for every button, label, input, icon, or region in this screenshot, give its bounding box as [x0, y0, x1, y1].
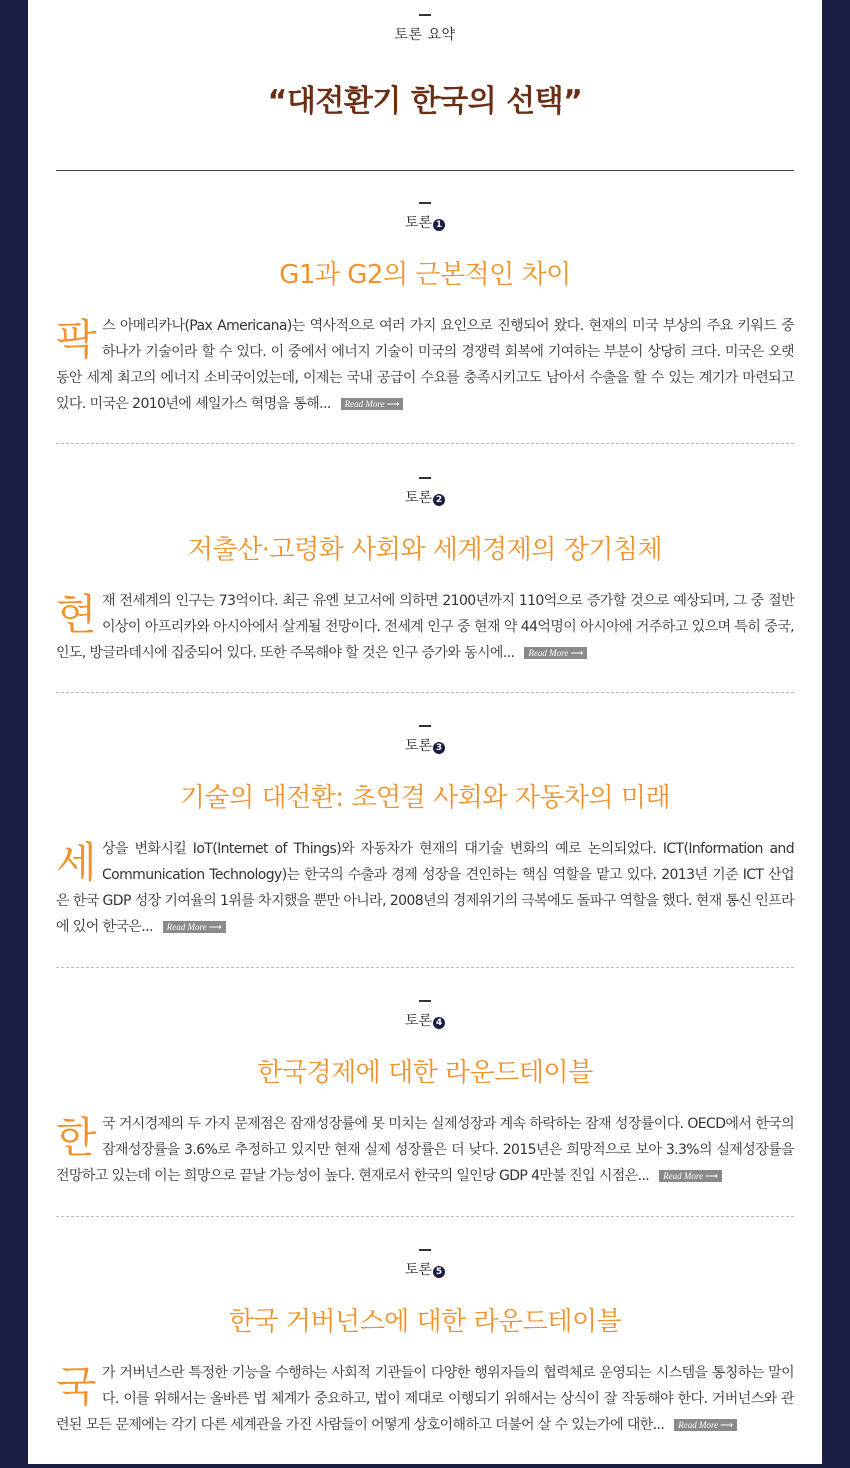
topic-summary — [56, 836, 794, 940]
read-more-button[interactable] — [163, 921, 226, 933]
drop-cap: 세 — [56, 838, 96, 887]
read-more-button[interactable] — [674, 1419, 737, 1431]
content-panel — [28, 0, 822, 1464]
topic-dash — [419, 202, 431, 204]
topic-divider — [56, 692, 794, 693]
topic-summary — [56, 313, 794, 417]
topic-1 — [56, 202, 794, 417]
topic-label — [56, 735, 794, 755]
topic-summary — [56, 588, 794, 666]
topic-title[interactable]: G1과 G2의 근본적인 차이 — [279, 260, 571, 290]
summary-text: 재 전세계의 인구는 73억이다. 최근 유엔 보고서에 의하면 2100년까지 110억으로 증가할 것으로 예상되며, 그 중 절반 이상이 아프리카와 아시아에서 살게될 전망이다. 전세계 인구 중 현재 약 44억명이 아시아에 거주하고 있으며 특히 중국, 인도, 방글라데시에 집중되어 있다. 또한 주목해야 할 것은 인구 증가와 동시에... — [56, 593, 794, 661]
topic-number-badge: 1 — [433, 219, 445, 231]
arrow-right-icon: ⟶ — [386, 399, 400, 409]
arrow-right-icon: ⟶ — [208, 922, 222, 932]
topic-title[interactable]: 저출산·고령화 사회와 세계경제의 장기침체 — [187, 535, 663, 565]
drop-cap: 팍 — [56, 315, 96, 364]
topic-divider — [56, 443, 794, 444]
topic-4 — [56, 1000, 794, 1189]
topic-label — [56, 212, 794, 232]
topic-summary — [56, 1111, 794, 1189]
topic-divider — [56, 1216, 794, 1217]
arrow-right-icon: ⟶ — [705, 1171, 718, 1181]
topic-label-text: 토론 — [404, 490, 433, 506]
topic-title[interactable]: 한국 거버넌스에 대한 라운드테이블 — [228, 1307, 622, 1337]
topic-number-badge: 2 — [433, 494, 445, 506]
read-more-label: Read More — [528, 648, 569, 658]
section-label: 토론 요약 — [394, 27, 456, 43]
topic-label-text: 토론 — [404, 215, 433, 231]
arrow-right-icon: ⟶ — [720, 1420, 734, 1430]
topic-2 — [56, 477, 794, 666]
header-dash — [419, 14, 431, 16]
arrow-right-icon: ⟶ — [570, 648, 584, 658]
topic-number-badge: 4 — [433, 1017, 445, 1029]
topic-label — [56, 1010, 794, 1030]
summary-text: 상을 변화시킬 IoT(Internet of Things)와 자동차가 현재의 대기술 변화의 예로 논의되었다. ICT(Information and Communication Technology)는 한국의 수출과 경제 성장을 견인하는 핵심 역할을 맡고 있다. 2013년 기준 ICT 산업은 한국 GDP 성장 기여율의 1위를 차지했을 뿐만 아니라, 2008년의 경제위기의 극복에도 돌파구 역할을 했다. 현재 통신 인프라에 있어 한국은... — [56, 841, 794, 935]
read-more-label: Read More — [166, 922, 207, 932]
topic-dash — [419, 1000, 431, 1002]
read-more-button[interactable] — [341, 398, 404, 410]
topic-5 — [56, 1249, 794, 1438]
summary-text: 국 거시경제의 두 가지 문제점은 잠재성장률에 못 미치는 실제성장과 계속 하락하는 잠재 성장률이다. OECD에서 한국의 잠재성장률을 3.6%로 추정하고 있지만 현재 실제 성장률은 더 낮다. 2015년은 희망적으로 보아 3.3%의 실제성장률을 전망하고 있는데 이는 희망으로 끝날 가능성이 높다. 현재로서 한국의 일인당 GDP 4만불 진입 시점은... — [56, 1116, 794, 1184]
topic-title[interactable]: 한국경제에 대한 라운드테이블 — [257, 1058, 593, 1088]
page-title: “대전환기 한국의 선택” — [267, 84, 583, 119]
summary-text: 스 아메리카나(Pax Americana)는 역사적으로 여러 가지 요인으로 진행되어 왔다. 현재의 미국 부상의 주요 키워드 중 하나가 기술이라 할 수 있다. 이 중에서 에너지 기술이 미국의 경쟁력 회복에 기여하는 부분이 상당히 크다. 미국은 오랫동안 세계 최고의 에너지 소비국이었는데, 이제는 국내 공급이 수요를 충족시키고도 남아서 수출을 할 수 있는 계기가 마련되고 있다. 미국은 2010년에 셰일가스 혁명을 통해... — [56, 318, 794, 412]
header-divider — [56, 170, 794, 171]
topic-dash — [419, 1249, 431, 1251]
topic-label-text: 토론 — [404, 738, 433, 754]
topic-title[interactable]: 기술의 대전환: 초연결 사회와 자동차의 미래 — [179, 783, 671, 813]
drop-cap: 국 — [56, 1362, 96, 1411]
drop-cap: 현 — [56, 590, 96, 639]
topic-summary — [56, 1360, 794, 1438]
topic-number-badge: 5 — [433, 1266, 445, 1278]
read-more-label: Read More — [344, 399, 385, 409]
topic-dash — [419, 477, 431, 479]
topic-label-text: 토론 — [404, 1013, 433, 1029]
topic-dash — [419, 725, 431, 727]
topic-label — [56, 1259, 794, 1279]
topic-divider — [56, 967, 794, 968]
topic-label — [56, 487, 794, 507]
read-more-button[interactable] — [659, 1170, 722, 1182]
topic-3 — [56, 725, 794, 940]
read-more-button[interactable] — [524, 647, 587, 659]
page-header — [28, 0, 822, 120]
drop-cap: 한 — [56, 1113, 96, 1162]
read-more-label: Read More — [678, 1420, 719, 1430]
read-more-label: Read More — [663, 1171, 704, 1181]
topic-number-badge: 3 — [433, 742, 445, 754]
topic-label-text: 토론 — [404, 1262, 433, 1278]
summary-text: 가 거버넌스란 특정한 기능을 수행하는 사회적 기관들이 다양한 행위자들의 협력체로 운영되는 시스템을 통칭하는 말이다. 이를 위해서는 올바른 법 체계가 중요하고, 법이 제대로 이행되기 위해서는 상식이 잘 작동해야 한다. 거버넌스와 관련된 모든 문제에는 각기 다른 세계관을 가진 사람들이 어떻게 상호이해하고 더불어 살 수 있는가에 대한... — [56, 1365, 794, 1433]
